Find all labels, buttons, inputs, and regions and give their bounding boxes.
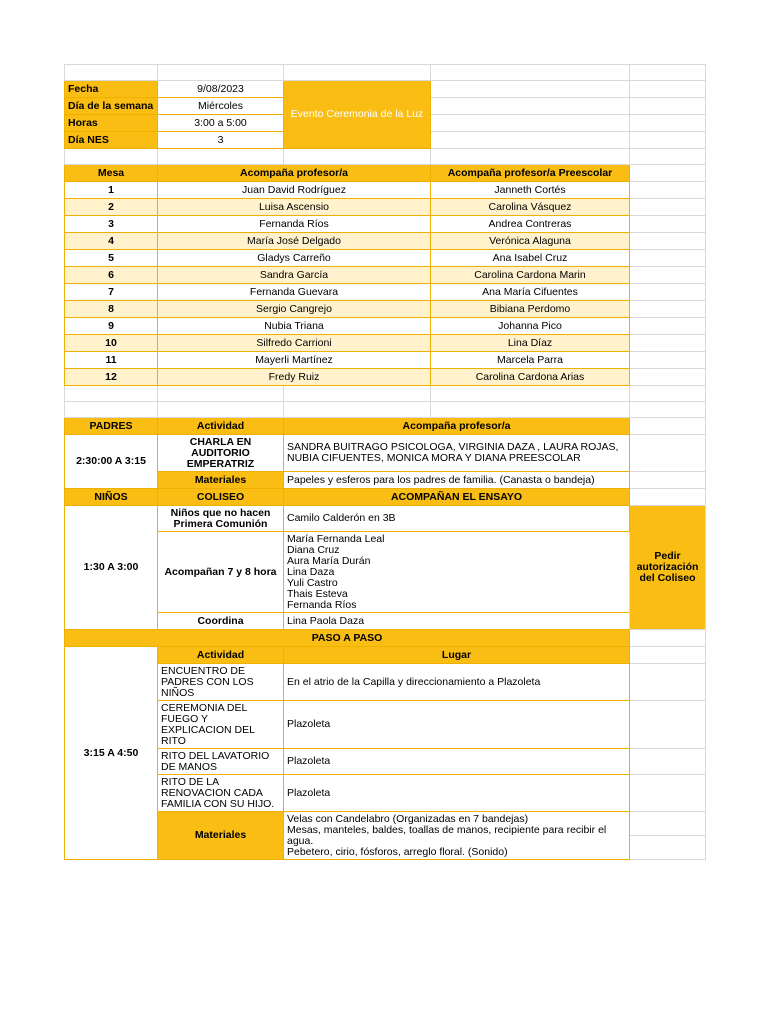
padres-actividad-header: Actividad — [158, 418, 284, 435]
dia-value: Miércoles — [158, 98, 284, 115]
mesa-number: 7 — [65, 284, 158, 301]
mesa-row — [65, 369, 706, 386]
ensayo-header: ACOMPAÑAN EL ENSAYO — [284, 489, 630, 506]
paso-activity-3: RITO DEL LAVATORIO DE MANOS — [158, 749, 284, 775]
mesa-profesor: Fernanda Ríos — [158, 216, 431, 233]
mesa-profesor-preescolar: Ana María Cifuentes — [431, 284, 630, 301]
mesa-profesor-preescolar: Verónica Alaguna — [431, 233, 630, 250]
padres-header: PADRES — [65, 418, 158, 435]
mesa-row — [65, 318, 706, 335]
mesa-profesor-preescolar: Johanna Pico — [431, 318, 630, 335]
coliseo-header: COLISEO — [158, 489, 284, 506]
paso-materiales: Velas con Candelabro (Organizadas en 7 bandejas) Mesas, manteles, baldes, toallas de manos, recipiente para recibir el agua. Pebetero, cirio, fósforos, arreglo floral. (Sonido) — [284, 812, 630, 860]
mesa-number: 9 — [65, 318, 158, 335]
mesas-header-row — [65, 165, 706, 182]
paso-materiales-label: Materiales — [158, 812, 284, 860]
paso-lugar-1: En el atrio de la Capilla y direccionamiento a Plazoleta — [284, 664, 630, 701]
mesa-number: 5 — [65, 250, 158, 267]
fecha-value: 9/08/2023 — [158, 81, 284, 98]
acompanan-people: María Fernanda Leal Diana Cruz Aura María Durán Lina Daza Yuli Castro Thais Esteva Fernanda Ríos — [284, 532, 630, 613]
mesa-profesor-preescolar: Janneth Cortés — [431, 182, 630, 199]
mesa-number: 6 — [65, 267, 158, 284]
coordina-value: Lina Paola Daza — [284, 613, 630, 630]
mesa-row — [65, 216, 706, 233]
mesa-row — [65, 284, 706, 301]
horas-label: Horas — [65, 115, 158, 132]
mesa-profesor: Sergio Cangrejo — [158, 301, 431, 318]
mesa-profesor: Luisa Ascensio — [158, 199, 431, 216]
padres-materiales-label: Materiales — [158, 472, 284, 489]
paso-lugar-3: Plazoleta — [284, 749, 630, 775]
mesa-profesor-preescolar: Carolina Vásquez — [431, 199, 630, 216]
mesa-profesor: Gladys Carreño — [158, 250, 431, 267]
spreadsheet — [64, 64, 705, 860]
paso-activity-2: CEREMONIA DEL FUEGO Y EXPLICACION DEL RITO — [158, 701, 284, 749]
mesa-profesor-preescolar: Ana Isabel Cruz — [431, 250, 630, 267]
mesa-profesor: Fernanda Guevara — [158, 284, 431, 301]
mesa-profesor: Sandra García — [158, 267, 431, 284]
paso-lugar-header: Lugar — [284, 647, 630, 664]
mesa-number: 12 — [65, 369, 158, 386]
mesa-profesor-preescolar: Bibiana Perdomo — [431, 301, 630, 318]
acompana-preescolar-header: Acompaña profesor/a Preescolar — [431, 165, 630, 182]
fecha-label: Fecha — [65, 81, 158, 98]
padres-materiales: Papeles y esferos para los padres de familia. (Canasta o bandeja) — [284, 472, 630, 489]
nes-value: 3 — [158, 132, 284, 149]
mesa-row — [65, 250, 706, 267]
coliseo-note: Pedir autorización del Coliseo — [630, 506, 706, 630]
padres-acompana-header: Acompaña profesor/a — [284, 418, 630, 435]
mesa-number: 11 — [65, 352, 158, 369]
mesa-profesor: Nubia Triana — [158, 318, 431, 335]
mesa-profesor-preescolar: Andrea Contreras — [431, 216, 630, 233]
mesa-profesor: Silfredo Carrioni — [158, 335, 431, 352]
no-comunion-value: Camilo Calderón en 3B — [284, 506, 630, 532]
padres-people: SANDRA BUITRAGO PSICOLOGA, VIRGINIA DAZA , LAURA ROJAS, NUBIA CIFUENTES, MONICA MORA Y DIANA PREESCOLAR — [284, 435, 630, 472]
padres-activity: CHARLA EN AUDITORIO EMPERATRIZ — [158, 435, 284, 472]
paso-activity-1: ENCUENTRO DE PADRES CON LOS NIÑOS — [158, 664, 284, 701]
acompanan-label: Acompañan 7 y 8 hora — [158, 532, 284, 613]
mesa-profesor: Mayerli Martínez — [158, 352, 431, 369]
acompana-header: Acompaña profesor/a — [158, 165, 431, 182]
schedule-table — [64, 64, 706, 860]
mesa-row — [65, 301, 706, 318]
coordina-label: Coordina — [158, 613, 284, 630]
event-title: Evento Ceremonia de la Luz — [284, 81, 431, 149]
mesa-profesor: Fredy Ruiz — [158, 369, 431, 386]
paso-lugar-2: Plazoleta — [284, 701, 630, 749]
mesa-profesor: María José Delgado — [158, 233, 431, 250]
nes-label: Día NES — [65, 132, 158, 149]
mesas-rows — [65, 182, 706, 386]
mesa-number: 8 — [65, 301, 158, 318]
mesa-row — [65, 199, 706, 216]
mesa-row — [65, 233, 706, 250]
mesa-header: Mesa — [65, 165, 158, 182]
ninos-header: NIÑOS — [65, 489, 158, 506]
mesa-profesor: Juan David Rodríguez — [158, 182, 431, 199]
mesa-profesor-preescolar: Marcela Parra — [431, 352, 630, 369]
paso-time: 3:15 A 4:50 — [65, 647, 158, 860]
mesa-number: 2 — [65, 199, 158, 216]
paso-lugar-4: Plazoleta — [284, 775, 630, 812]
mesa-row — [65, 267, 706, 284]
padres-time: 2:30:00 A 3:15 — [65, 435, 158, 489]
mesa-profesor-preescolar: Carolina Cardona Marin — [431, 267, 630, 284]
mesa-number: 10 — [65, 335, 158, 352]
dia-label: Día de la semana — [65, 98, 158, 115]
mesa-profesor-preescolar: Lina Díaz — [431, 335, 630, 352]
mesa-number: 1 — [65, 182, 158, 199]
mesa-number: 4 — [65, 233, 158, 250]
ninos-time: 1:30 A 3:00 — [65, 506, 158, 630]
mesa-profesor-preescolar: Carolina Cardona Arias — [431, 369, 630, 386]
mesa-row — [65, 335, 706, 352]
paso-activity-4: RITO DE LA RENOVACION CADA FAMILIA CON SU HIJO. — [158, 775, 284, 812]
mesa-row — [65, 352, 706, 369]
no-comunion-label: Niños que no hacen Primera Comunión — [158, 506, 284, 532]
paso-header: PASO A PASO — [65, 630, 630, 647]
horas-value: 3:00 a 5:00 — [158, 115, 284, 132]
mesa-number: 3 — [65, 216, 158, 233]
paso-actividad-header: Actividad — [158, 647, 284, 664]
mesa-row — [65, 182, 706, 199]
